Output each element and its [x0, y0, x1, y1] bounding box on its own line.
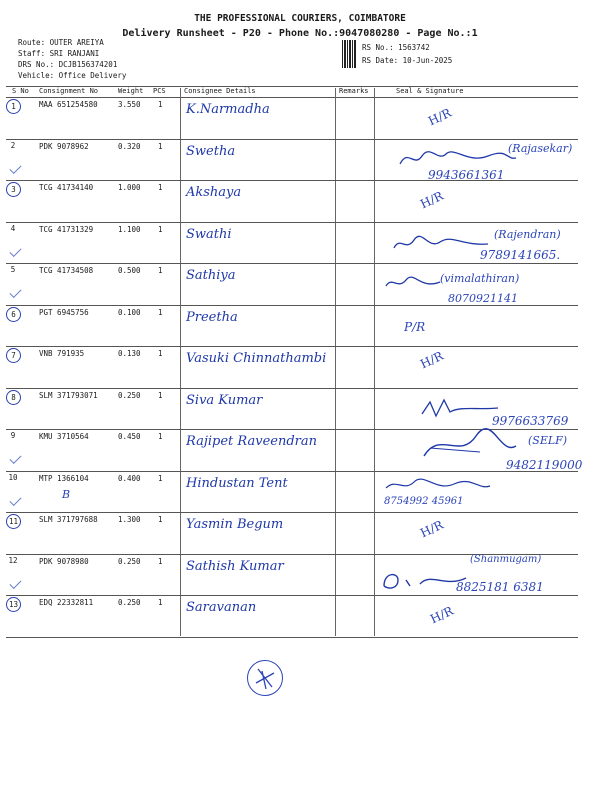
row-weight: 1.300 — [118, 515, 141, 524]
table-header-rule — [6, 97, 578, 98]
staff-label: Staff: SRI RANJANI — [18, 49, 100, 58]
row-sno: 12 — [8, 555, 18, 565]
phone-row-9b: 9482119000 — [506, 458, 583, 472]
row-pcs: 1 — [158, 183, 163, 192]
row-consignee: Saravanan — [186, 600, 257, 615]
signature-row-5 — [384, 272, 444, 298]
phone-row-4: 9789141665. — [480, 248, 561, 262]
row-consignee: Siva Kumar — [186, 392, 263, 408]
row-consignment: PGT 6945756 — [39, 307, 89, 317]
row-pcs: 1 — [158, 307, 163, 317]
row-weight: 0.500 — [118, 266, 141, 275]
row-consignment: MTP 1366104 — [39, 473, 89, 483]
b-mark: B — [62, 488, 71, 501]
row-weight: 0.250 — [118, 390, 141, 400]
row-sno: 4 — [10, 223, 16, 233]
row-sno: 10 — [8, 472, 18, 482]
runsheet-title: Delivery Runsheet - P20 - Phone No.:9047080280 - Page No.:1 — [122, 28, 478, 39]
phone-row-9a: 9976633769 — [492, 414, 569, 428]
row-divider — [6, 222, 578, 223]
row-consignment: EDQ 22332811 — [39, 598, 94, 607]
row-sno: 3 — [6, 182, 21, 197]
row-weight: 0.320 — [118, 141, 141, 151]
hr-mark: H/R — [418, 348, 446, 372]
rs-number: RS No.: 1563742 — [362, 43, 430, 52]
row-weight: 1.000 — [118, 183, 141, 192]
row-sno: 1 — [6, 99, 21, 114]
row-sno: 11 — [6, 514, 21, 529]
row-weight: 3.550 — [118, 100, 141, 109]
row-consignment: TCG 41734508 — [39, 266, 94, 275]
route-label: Route: OUTER AREIYA — [18, 38, 104, 47]
row-sno: 9 — [10, 431, 16, 440]
row-consignment: MAA 651254580 — [39, 100, 98, 109]
signature-row-8 — [420, 396, 500, 424]
row-divider — [6, 346, 578, 347]
row-divider — [6, 512, 578, 513]
row-weight: 0.130 — [118, 349, 141, 358]
row-divider — [6, 388, 578, 389]
self-note: (SELF) — [528, 434, 568, 447]
row-consignee: Swetha — [186, 143, 236, 159]
row-consignment: TCG 41734140 — [39, 183, 94, 192]
row-consignment: VNB 791935 — [39, 349, 85, 358]
bottom-stamp — [247, 660, 283, 696]
row-pcs: 1 — [158, 515, 163, 524]
phone-row-12: 8825181 6381 — [456, 580, 544, 594]
row-consignment: TCG 41731329 — [39, 224, 94, 234]
row-pcs: 1 — [158, 266, 163, 275]
col-header-sno: S No — [12, 87, 29, 95]
row-consignment: SLM 371793071 — [39, 390, 98, 400]
hr-mark: H/R — [418, 188, 446, 212]
row-pcs: 1 — [158, 141, 163, 151]
tick-mark-icon — [9, 493, 21, 505]
tick-mark-icon — [9, 452, 21, 464]
row-consignee: Rajipet Raveendran — [186, 434, 317, 449]
hr-mark: H/R — [418, 517, 446, 541]
col-header-consignee: Consignee Details — [184, 87, 256, 95]
col-header-seal: Seal & Signature — [396, 87, 464, 95]
row-divider — [6, 139, 578, 140]
signer-name-row-5: (vimalathiran) — [440, 272, 520, 285]
row-divider — [6, 637, 578, 638]
col-header-consignment: Consignment No — [39, 87, 99, 95]
row-weight: 0.250 — [118, 598, 141, 607]
row-pcs: 1 — [158, 349, 163, 358]
signer-name-row-12: (Shanmugam) — [470, 554, 542, 565]
company-title: THE PROFESSIONAL COURIERS, COIMBATORE — [194, 13, 406, 24]
hr-mark: H/R — [428, 603, 456, 627]
row-pcs: 1 — [158, 100, 163, 109]
row-consignee: Preetha — [186, 309, 238, 325]
row-weight: 0.400 — [118, 473, 141, 483]
tick-mark-icon — [9, 244, 21, 256]
row-consignment: KMU 3710564 — [39, 432, 89, 441]
row-consignment: PDK 9078980 — [39, 556, 89, 566]
row-sno: 8 — [6, 390, 21, 405]
row-weight: 1.100 — [118, 224, 141, 234]
row-weight: 0.250 — [118, 556, 141, 566]
signature-row-4 — [392, 232, 492, 258]
row-sno: 13 — [6, 597, 21, 612]
signer-name-row-4: (Rajendran) — [494, 228, 561, 241]
row-weight: 0.100 — [118, 307, 141, 317]
row-pcs: 1 — [158, 473, 163, 483]
row-consignment: SLM 371797688 — [39, 515, 98, 524]
row-sno: 5 — [10, 265, 16, 274]
phone-row-5: 8070921141 — [448, 292, 518, 305]
row-consignee: Swathi — [186, 226, 232, 242]
row-consignee: Akshaya — [186, 185, 242, 200]
row-pcs: 1 — [158, 224, 163, 234]
tick-mark-icon — [9, 286, 21, 298]
vehicle-label: Vehicle: Office Delivery — [18, 71, 127, 80]
phone-row-10: 8754992 45961 — [384, 496, 464, 507]
rs-date: RS Date: 10-Jun-2025 — [362, 56, 453, 65]
row-sno: 2 — [10, 140, 16, 150]
row-divider — [6, 471, 578, 472]
barcode — [342, 40, 357, 68]
hr-mark: H/R — [426, 105, 454, 129]
row-consignee: Vasuki Chinnathambi — [186, 351, 327, 366]
row-consignee: Sathish Kumar — [186, 558, 284, 574]
row-pcs: 1 — [158, 598, 163, 607]
col-header-pcs: PCS — [153, 87, 166, 95]
tick-mark-icon — [9, 576, 21, 588]
col-header-weight: Weight — [118, 87, 144, 95]
row-pcs: 1 — [158, 390, 163, 400]
signer-name-row-2: (Rajasekar) — [508, 142, 573, 155]
drs-number: DRS No.: DCJB156374201 — [18, 60, 118, 69]
row-consignee: Sathiya — [186, 268, 236, 283]
tick-mark-icon — [9, 161, 21, 173]
row-consignee: Hindustan Tent — [186, 475, 288, 491]
row-sno: 6 — [6, 307, 21, 322]
row-pcs: 1 — [158, 556, 163, 566]
row-divider — [6, 595, 578, 596]
row-consignee: Yasmin Begum — [186, 517, 284, 532]
row-weight: 0.450 — [118, 432, 141, 441]
signature-row-9 — [420, 428, 520, 466]
phone-row-2: 9943661361 — [428, 168, 505, 182]
row-sno: 7 — [6, 348, 21, 363]
row-consignment: PDK 9078962 — [39, 141, 89, 151]
col-header-remarks: Remarks — [339, 87, 369, 95]
pr-mark: P/R — [404, 320, 426, 334]
signature-row-10 — [384, 476, 494, 498]
row-consignee: K.Narmadha — [186, 102, 270, 117]
row-divider — [6, 263, 578, 264]
row-pcs: 1 — [158, 432, 163, 441]
